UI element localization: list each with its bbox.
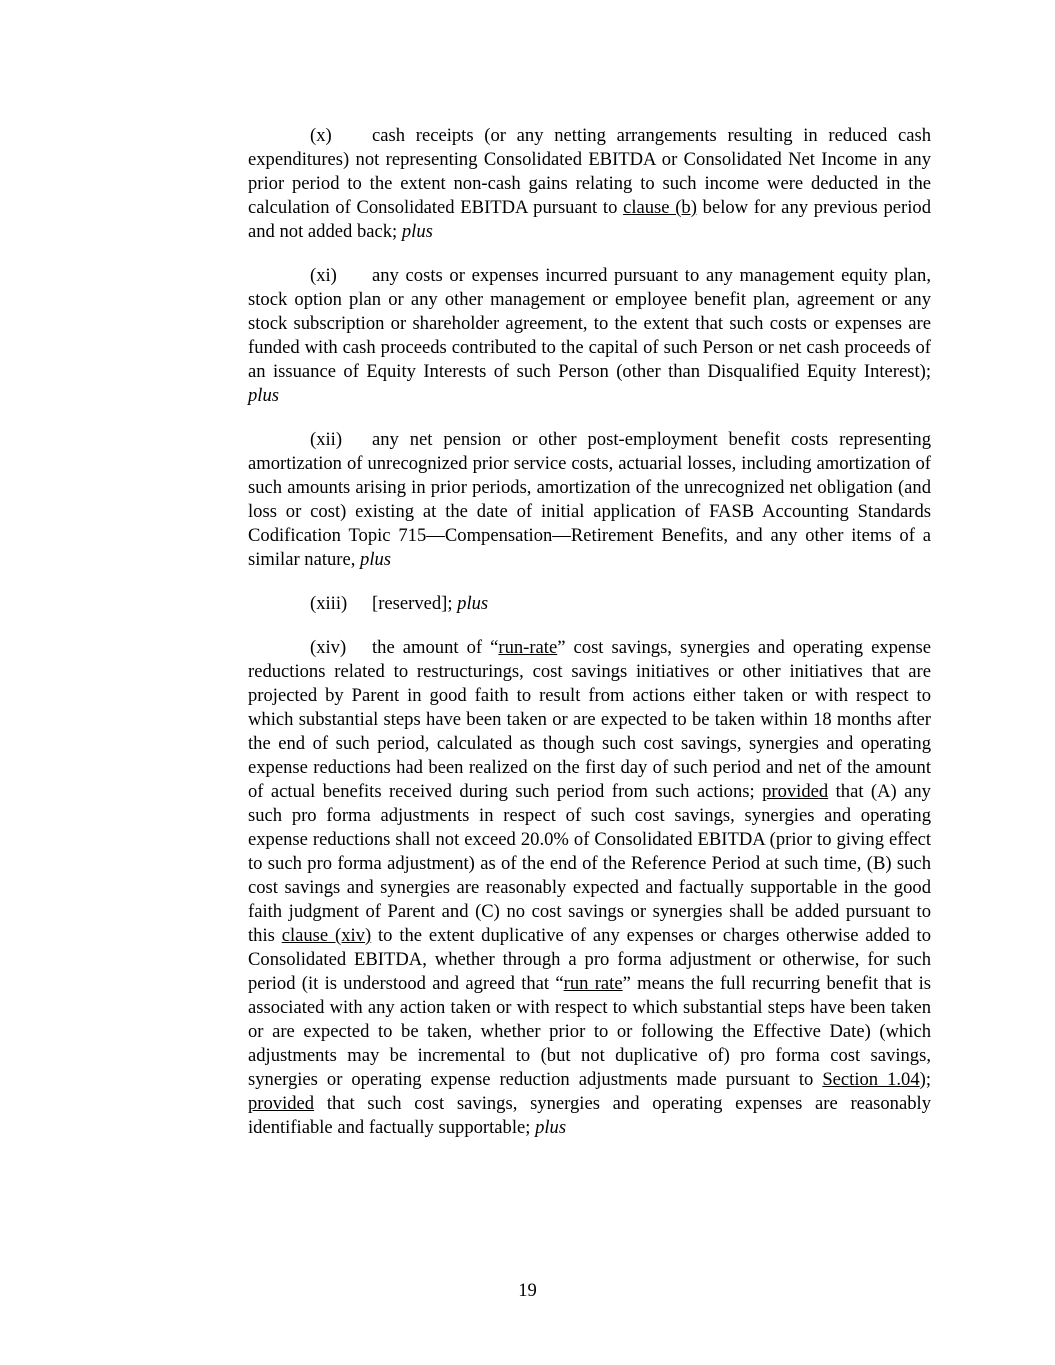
clause-text: ” means the full recurring benefit that is associated with any action taken or with respect to which substantial steps have been taken or are expected to be taken, whether prior to or following the Effective Date) (which adjustments may be incremental to (but not duplicative of) pro forma cost savings, synergies or operating expense reduction adjustments made pursuant to bbox=[248, 973, 931, 1090]
underlined-term: provided bbox=[248, 1093, 315, 1114]
clause-text: below for any previous period and not added back; bbox=[248, 197, 931, 242]
underlined-term: clause (b) bbox=[623, 197, 697, 218]
clause-number: (x) bbox=[310, 125, 332, 146]
italic-term: plus bbox=[535, 1117, 567, 1138]
clause-text: [reserved]; bbox=[372, 593, 458, 614]
italic-term: plus bbox=[248, 385, 279, 406]
underlined-term: clause (xiv) bbox=[281, 925, 372, 946]
clause-text: to the extent duplicative of any expenses or charges otherwise added to Consolidated EBITDA, whether through a pro forma adjustment or otherwise, for such period (it is understood and agreed that “ bbox=[248, 925, 932, 994]
clause-text: ); bbox=[919, 1069, 932, 1090]
clause-xi bbox=[248, 264, 931, 408]
clause-number: (xii) bbox=[310, 429, 343, 450]
italic-term: plus bbox=[360, 549, 392, 570]
clause-x bbox=[248, 124, 931, 244]
clause-text: any net pension or other post-employment benefit costs representing amortization of unrecognized prior service costs, actuarial losses, including amortization of such amounts arising in prior periods, amortization of the unrecognized net obligation (and loss or cost) existing at the date of initial application of FASB Accounting Standards Codification Topic 715—Compensation—Retirement Benefits, and any other items of a similar nature, bbox=[248, 429, 931, 570]
italic-term: plus bbox=[457, 593, 489, 614]
italic-term: plus bbox=[401, 221, 433, 242]
clause-text: that such cost savings, synergies and operating expenses are reasonably identifiable and factually supportable; bbox=[248, 1093, 931, 1138]
clause-number: (xiv) bbox=[310, 637, 347, 658]
document-body bbox=[248, 124, 931, 1160]
clause-xii bbox=[248, 428, 931, 572]
page-number: 19 bbox=[518, 1280, 537, 1301]
clause-text: ” cost savings, synergies and operating expense reductions related to restructurings, cost savings initiatives or other initiatives that are projected by Parent in good faith to result from actions either taken or with respect to which substantial steps have been taken or are expected to be taken within 18 months after the end of such period, calculated as though such cost savings, synergies and operating expense reductions had been realized on the first day of such period and net of the amount of actual benefits received during such period from such actions; bbox=[248, 637, 931, 802]
underlined-term: run rate bbox=[563, 973, 623, 994]
clause-text: any costs or expenses incurred pursuant to any management equity plan, stock option plan or any other management or employee benefit plan, agreement or any stock subscription or shareholder agreement, to the extent that such costs or expenses are funded with cash proceeds contributed to the capital of such Person or net cash proceeds of an issuance of Equity Interests of such Person (other than Disqualified Equity Interest); bbox=[248, 265, 931, 382]
clause-xiii bbox=[248, 592, 931, 616]
clause-text: that (A) any such pro forma adjustments in respect of such cost savings, synergies and operating expense reductions shall not exceed 20.0% of Consolidated EBITDA (prior to giving effect to such pro forma adjustment) as of the end of the Reference Period at such time, (B) such cost savings and synergies are reasonably expected and factually supportable in the good faith judgment of Parent and (C) no cost savings or synergies shall be added pursuant to this bbox=[248, 781, 931, 946]
clause-xiv bbox=[248, 636, 931, 1140]
clause-number: (xi) bbox=[310, 265, 337, 286]
clause-text: cash receipts (or any netting arrangements resulting in reduced cash expenditures) not representing Consolidated EBITDA or Consolidated Net Income in any prior period to the extent non-cash gains relating to such income were deducted in the calculation of Consolidated EBITDA pursuant to bbox=[248, 125, 931, 218]
underlined-term: run-rate bbox=[498, 637, 558, 658]
clause-text: the amount of “ bbox=[372, 637, 499, 658]
underlined-term: provided bbox=[762, 781, 829, 802]
underlined-term: Section 1.04 bbox=[822, 1069, 920, 1090]
clause-number: (xiii) bbox=[310, 593, 348, 614]
